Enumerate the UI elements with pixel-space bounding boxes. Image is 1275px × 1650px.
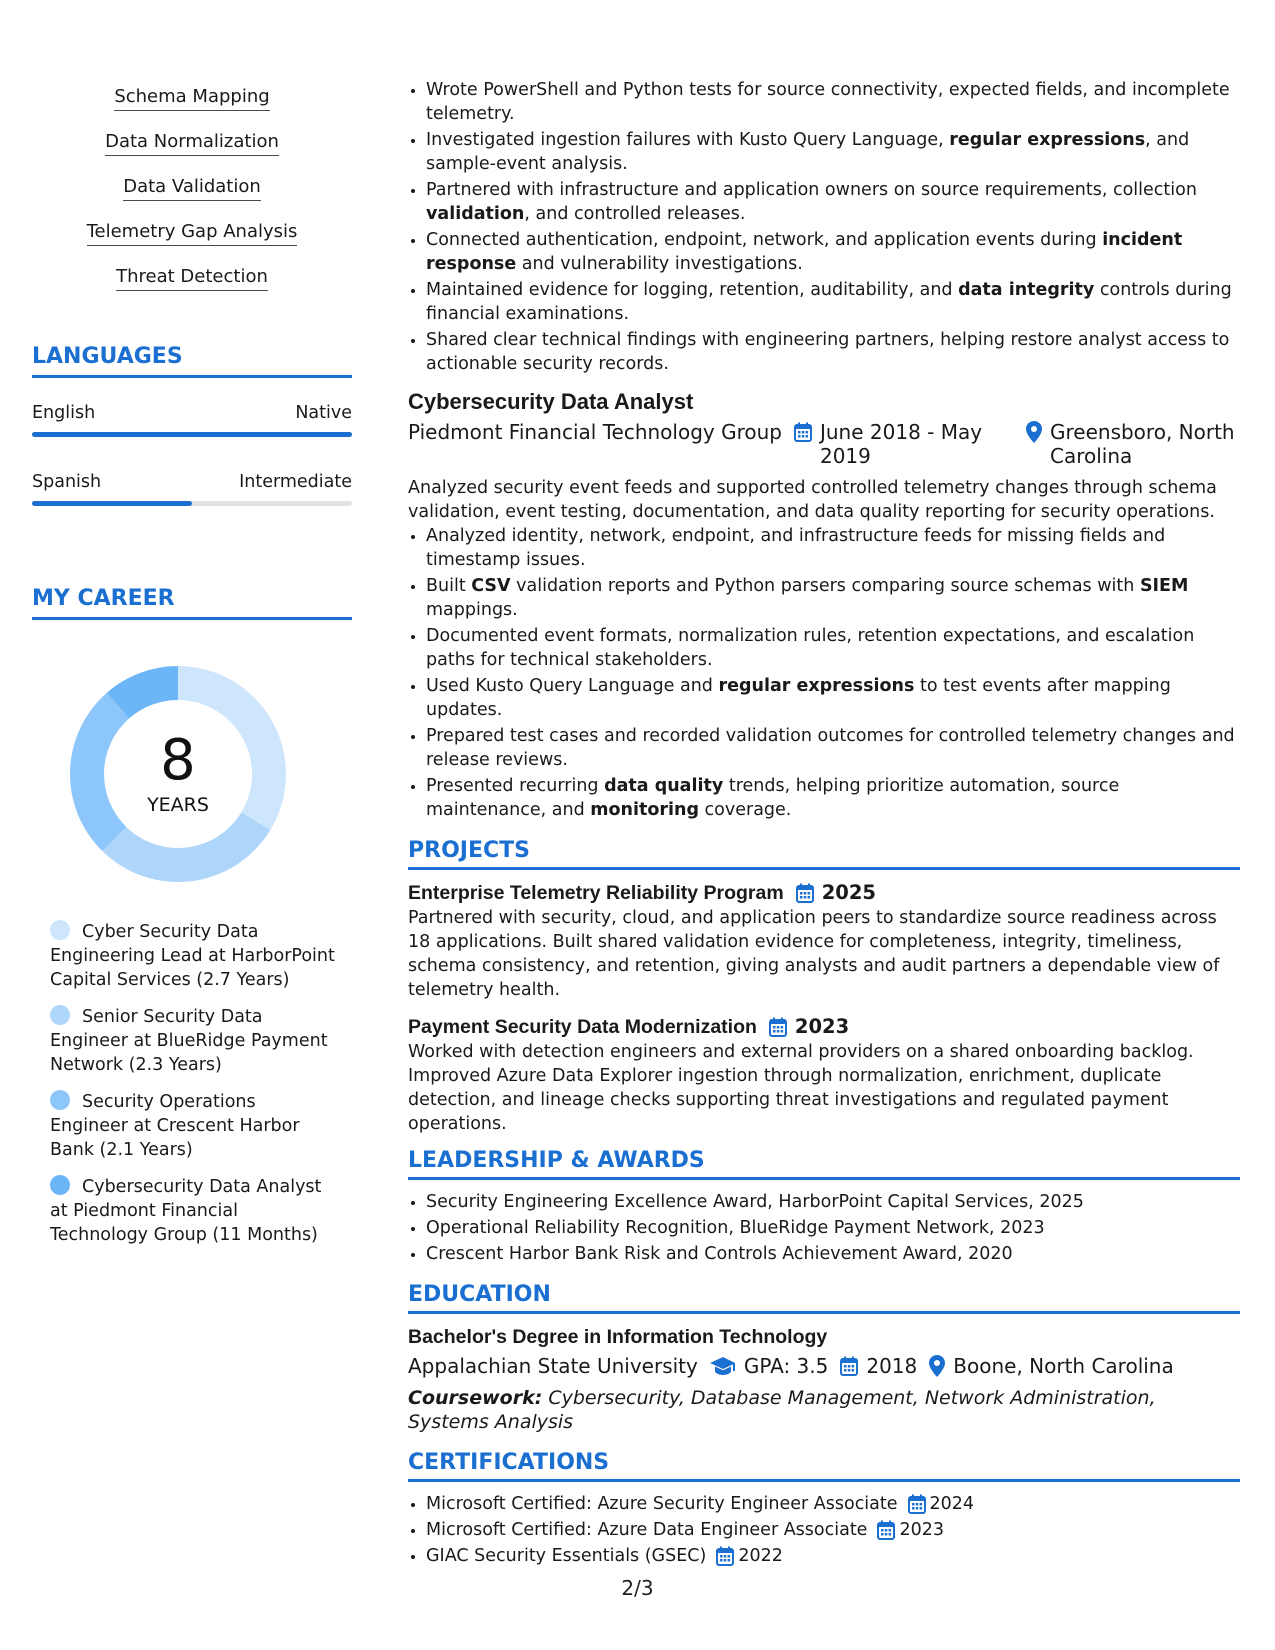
languages-title: LANGUAGES [32, 344, 352, 378]
career-legend-item [50, 1005, 335, 1077]
career-legend-label: Cyber Security Data Engineering Lead at HarborPoint Capital Services (2.7 Years) [50, 922, 335, 990]
page-number: 2/3 [621, 1576, 654, 1600]
certifications-title: CERTIFICATIONS [408, 1450, 1240, 1482]
bullet-item: • Operational Reliability Recognition, BlueRidge Payment Network, 2023 [426, 1216, 1240, 1240]
language-row [32, 402, 352, 424]
job-entry [408, 388, 1240, 822]
job-location-text: Greensboro, North Carolina [1050, 420, 1235, 468]
education-coursework [408, 1386, 1240, 1434]
job-summary: Analyzed security event feeds and supported controlled telemetry changes through schema validation, event testing, documentation, and data quality reporting for security operations. [408, 478, 1217, 522]
language-row [32, 471, 352, 493]
career-legend-label: Cybersecurity Data Analyst at Piedmont Financial Technology Group (11 Months) [50, 1177, 322, 1245]
legend-swatch [50, 920, 70, 940]
education-location [929, 1352, 1173, 1380]
calendar-icon [840, 1356, 858, 1376]
certification-year: 2023 [899, 1520, 944, 1540]
project-description: Partnered with security, cloud, and application peers to standardize source readiness across 18 applications. Built shared validation evidence for completeness, integrity, timeliness, schema consistency, and retention, giving analysts and audit partners a dependable view of telemetry health. [408, 908, 1220, 1000]
bullet-item: • Prepared test cases and recorded validation outcomes for controlled telemetry changes and release reviews. [426, 724, 1240, 772]
skill-tag: Threat Detection [116, 266, 268, 291]
skill-tag: Data Validation [123, 176, 261, 201]
calendar-icon [908, 1494, 926, 1514]
calendar-icon [877, 1520, 895, 1540]
bullet-item: • Wrote PowerShell and Python tests for source connectivity, expected fields, and incomplete telemetry. [426, 78, 1240, 126]
certification-name: • Microsoft Certified: Azure Data Engineer Associate [426, 1520, 868, 1540]
languages-section [32, 344, 352, 506]
bullet-item: • Shared clear technical findings with engineering partners, helping restore analyst access to actionable security records. [426, 328, 1240, 376]
skill-tag: Telemetry Gap Analysis [87, 221, 298, 246]
career-legend-label: Senior Security Data Engineer at BlueRidge Payment Network (2.3 Years) [50, 1007, 328, 1075]
bullet-item: • Maintained evidence for logging, retention, auditability, and data integrity controls during financial examinations. [426, 278, 1240, 326]
bullet-item: • Analyzed identity, network, endpoint, and infrastructure feeds for missing fields and timestamp issues. [426, 524, 1240, 572]
education-gpa-text: GPA: 3.5 [743, 1354, 829, 1378]
calendar-icon [769, 1017, 787, 1037]
job-meta [408, 420, 1240, 468]
education-school: Appalachian State University [408, 1354, 698, 1378]
legend-swatch [50, 1175, 70, 1195]
language-name: Spanish [32, 472, 102, 492]
graduation-cap-icon [710, 1357, 736, 1375]
certification-item [426, 1544, 1240, 1568]
awards-title: LEADERSHIP & AWARDS [408, 1148, 1240, 1180]
language-bar [32, 432, 352, 437]
language-bar [32, 501, 352, 506]
projects-title: PROJECTS [408, 838, 1240, 870]
education-section [408, 1282, 1240, 1434]
bullet-item: • Presented recurring data quality trends, helping prioritize automation, source maintenance, and monitoring coverage. [426, 774, 1240, 822]
language-level: Intermediate [239, 472, 352, 492]
project-list [408, 880, 1240, 1136]
job-company: Piedmont Financial Technology Group [408, 420, 782, 444]
certifications-section [408, 1450, 1240, 1568]
career-title: MY CAREER [32, 586, 352, 620]
location-pin-icon [1026, 421, 1042, 443]
education-degree: Bachelor's Degree in Information Technology [408, 1326, 828, 1348]
certification-name: • GIAC Security Essentials (GSEC) [426, 1546, 707, 1566]
project-name: Payment Security Data Modernization [408, 1016, 757, 1038]
bullet-item: • Crescent Harbor Bank Risk and Controls Achievement Award, 2020 [426, 1242, 1240, 1266]
career-total-unit: YEARS [147, 794, 209, 816]
project-year: 2025 [821, 881, 876, 904]
career-legend-item [50, 1090, 335, 1162]
certification-year: 2022 [738, 1546, 783, 1566]
job-location [1026, 420, 1240, 468]
project-title [408, 880, 1240, 906]
bullet-item: • Connected authentication, endpoint, network, and application events during incident response and vulnerability investigations. [426, 228, 1240, 276]
location-pin-icon [929, 1355, 945, 1377]
bullet-item: • Built CSV validation reports and Python parsers comparing source schemas with SIEM mappings. [426, 574, 1240, 622]
education-year-text: 2018 [866, 1354, 918, 1378]
project-description: Worked with detection engineers and external providers on a shared onboarding backlog. Improved Azure Data Explorer ingestion through normalization, enrichment, duplicate detection, and lineage checks supporting threat investigations and regulated payment operations. [408, 1042, 1194, 1134]
calendar-icon [716, 1546, 734, 1566]
education-location-text: Boone, North Carolina [953, 1354, 1174, 1378]
certification-list [408, 1492, 1240, 1568]
projects-section [408, 838, 1240, 1136]
coursework-label: Coursework: [408, 1387, 543, 1409]
bullet-item: • Security Engineering Excellence Award, HarborPoint Capital Services, 2025 [426, 1190, 1240, 1214]
certification-year: 2024 [929, 1494, 975, 1514]
award-list [408, 1190, 1240, 1266]
certification-name: • Microsoft Certified: Azure Security Engineer Associate [426, 1494, 898, 1514]
job-dates-text: June 2018 - May 2019 [819, 420, 983, 468]
language-bar-fill [32, 432, 352, 437]
bullet-item: • Partnered with infrastructure and application owners on source requirements, collection validation, and controlled releases. [426, 178, 1240, 226]
skills-list [32, 86, 352, 311]
bullet-item: • Documented event formats, normalization rules, retention expectations, and escalation paths for technical stakeholders. [426, 624, 1240, 672]
project-year: 2023 [794, 1015, 850, 1038]
skill-tag: Schema Mapping [114, 86, 269, 111]
education-year [840, 1352, 917, 1380]
legend-swatch [50, 1005, 70, 1025]
certification-item [426, 1518, 1240, 1542]
language-level: Native [295, 403, 352, 423]
career-section [32, 586, 352, 1245]
project-title [408, 1014, 1240, 1040]
career-legend-item [50, 920, 335, 992]
education-gpa [710, 1352, 829, 1380]
education-title: EDUCATION [408, 1282, 1240, 1314]
career-donut-chart [66, 662, 290, 886]
coursework-text: Cybersecurity, Database Management, Network Administration, Systems Analysis [408, 1387, 1156, 1433]
language-name: English [32, 403, 96, 423]
prior-job-bullets [408, 78, 1240, 376]
language-bar-fill [32, 501, 192, 506]
career-legend-item [50, 1175, 335, 1247]
career-total-years: 8 [160, 728, 196, 793]
career-legend-label: Security Operations Engineer at Crescent Harbor Bank (2.1 Years) [50, 1092, 300, 1160]
project-name: Enterprise Telemetry Reliability Program [408, 882, 784, 904]
job-bullets [408, 524, 1240, 822]
job-title: Cybersecurity Data Analyst [408, 389, 694, 414]
legend-swatch [50, 1090, 70, 1110]
job-dates [794, 420, 1014, 468]
bullet-item: • Used Kusto Query Language and regular expressions to test events after mapping updates. [426, 674, 1240, 722]
career-legend [50, 920, 335, 1260]
right-column [408, 78, 1240, 1570]
bullet-item: • Investigated ingestion failures with Kusto Query Language, regular expressions, and sample-event analysis. [426, 128, 1240, 176]
certification-item [426, 1492, 1240, 1516]
awards-section [408, 1148, 1240, 1266]
education-meta [408, 1352, 1240, 1380]
skill-tag: Data Normalization [105, 131, 279, 156]
calendar-icon [796, 883, 814, 903]
calendar-icon [794, 422, 812, 442]
